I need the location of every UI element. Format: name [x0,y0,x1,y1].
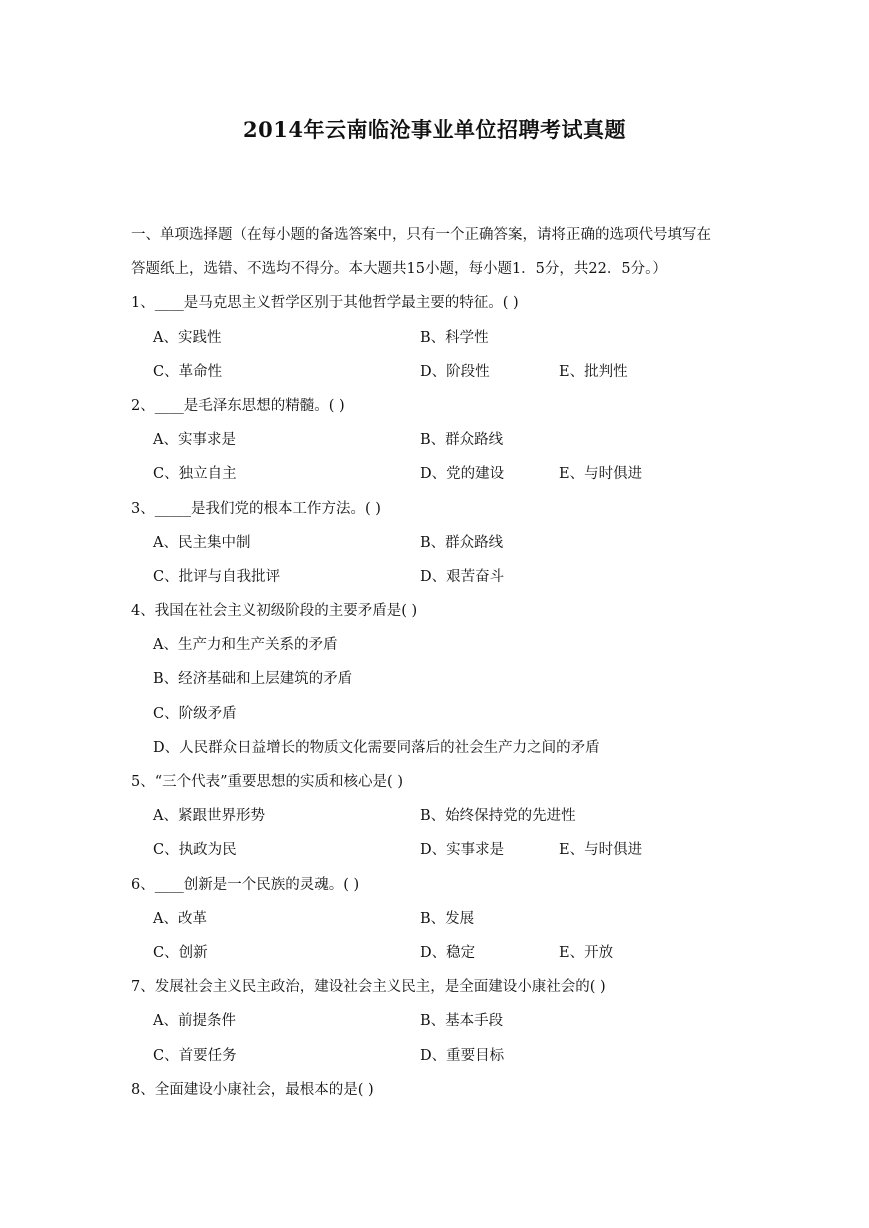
question-5-option-e: E、与时俱进 [559,842,643,859]
question-3-stem: 3、_____是我们党的根本工作方法。( ) [131,500,381,517]
question-6-options-row-2 [131,936,751,970]
question-5-options-row-2 [131,833,751,867]
question-6-option-a: A、改革 [153,910,207,927]
question-3-option-d: D、艰苦奋斗 [420,568,505,585]
question-7-option-d: D、重要目标 [420,1047,505,1064]
question-6-option-c: C、创新 [153,944,208,961]
question-6-options-row-1 [131,902,751,936]
question-4-option-a: A、生产力和生产关系的矛盾 [153,637,338,654]
question-8-stem: 8、全面建设小康社会，最根本的是( ) [131,1081,374,1098]
question-3-option-b: B、群众路线 [420,534,504,551]
section-instructions-line-1: 一、单项选择题（在每小题的备选答案中，只有一个正确答案，请将正确的选项代号填写在 [131,227,711,243]
question-6-option-d: D、稳定 [420,944,476,961]
question-2-option-d: D、党的建设 [420,466,505,483]
question-6-stem: 6、____创新是一个民族的灵魂。( ) [131,876,360,893]
question-3-option-a: A、民主集中制 [153,534,251,551]
question-2-option-c: C、独立自主 [153,466,237,483]
question-3-options-row-2 [131,560,751,594]
question-5-option-a: A、紧跟世界形势 [153,808,265,825]
question-1-stem: 1、____是马克思主义哲学区别于其他哲学最主要的特征。( ) [131,295,519,312]
question-2-option-b: B、群众路线 [420,432,504,449]
question-2-stem: 2、____是毛泽东思想的精髓。( ) [131,397,345,414]
question-4-option-row-d [131,731,751,765]
question-1-options-row-2 [131,355,751,389]
question-list [131,218,751,1107]
question-1-option-e: E、批判性 [559,363,628,380]
question-7-option-c: C、首要任务 [153,1047,237,1064]
question-1-option-a: A、实践性 [153,329,222,346]
question-4-option-c: C、阶级矛盾 [153,705,237,722]
question-4-option-b: B、经济基础和上层建筑的矛盾 [153,671,353,688]
question-5-stem: 5、“三个代表”重要思想的实质和核心是( ) [131,774,403,790]
question-4-option-row-c [131,697,751,731]
question-4-option-d: D、人民群众日益增长的物质文化需要同落后的社会生产力之间的矛盾 [153,739,600,756]
question-6-option-b: B、发展 [420,910,475,927]
question-5-option-d: D、实事求是 [420,842,505,859]
question-7-option-b: B、基本手段 [420,1013,504,1030]
question-1-option-c: C、革命性 [153,363,223,380]
question-1-options-row-1 [131,321,751,355]
question-7-stem: 7、发展社会主义民主政治，建设社会主义民主，是全面建设小康社会的( ) [131,979,606,996]
question-1-option-b: B、科学性 [420,329,489,346]
question-2-option-a: A、实事求是 [153,432,236,449]
question-3-option-c: C、批评与自我批评 [153,568,281,585]
question-2-options-row-2 [131,457,751,491]
page-title: 2014年云南临沧事业单位招聘考试真题 [243,117,626,142]
question-4-stem: 4、我国在社会主义初级阶段的主要矛盾是( ) [131,603,418,620]
question-7-options-row-2 [131,1039,751,1073]
question-4-option-row-a [131,628,751,662]
question-5-option-c: C、执政为民 [153,842,237,859]
question-4-option-row-b [131,662,751,696]
question-2-option-e: E、与时俱进 [559,466,643,483]
question-1-option-d: D、阶段性 [420,363,490,380]
question-5-option-b: B、始终保持党的先进性 [420,808,576,825]
question-5-options-row-1 [131,799,751,833]
question-6-option-e: E、开放 [559,944,614,961]
section-instructions-line-2: 答题纸上，选错、不选均不得分。本大题共15小题，每小题1．5分，共22．5分。） [131,261,667,278]
question-2-options-row-1 [131,423,751,457]
question-3-options-row-1 [131,526,751,560]
question-7-options-row-1 [131,1004,751,1038]
question-7-option-a: A、前提条件 [153,1013,236,1030]
